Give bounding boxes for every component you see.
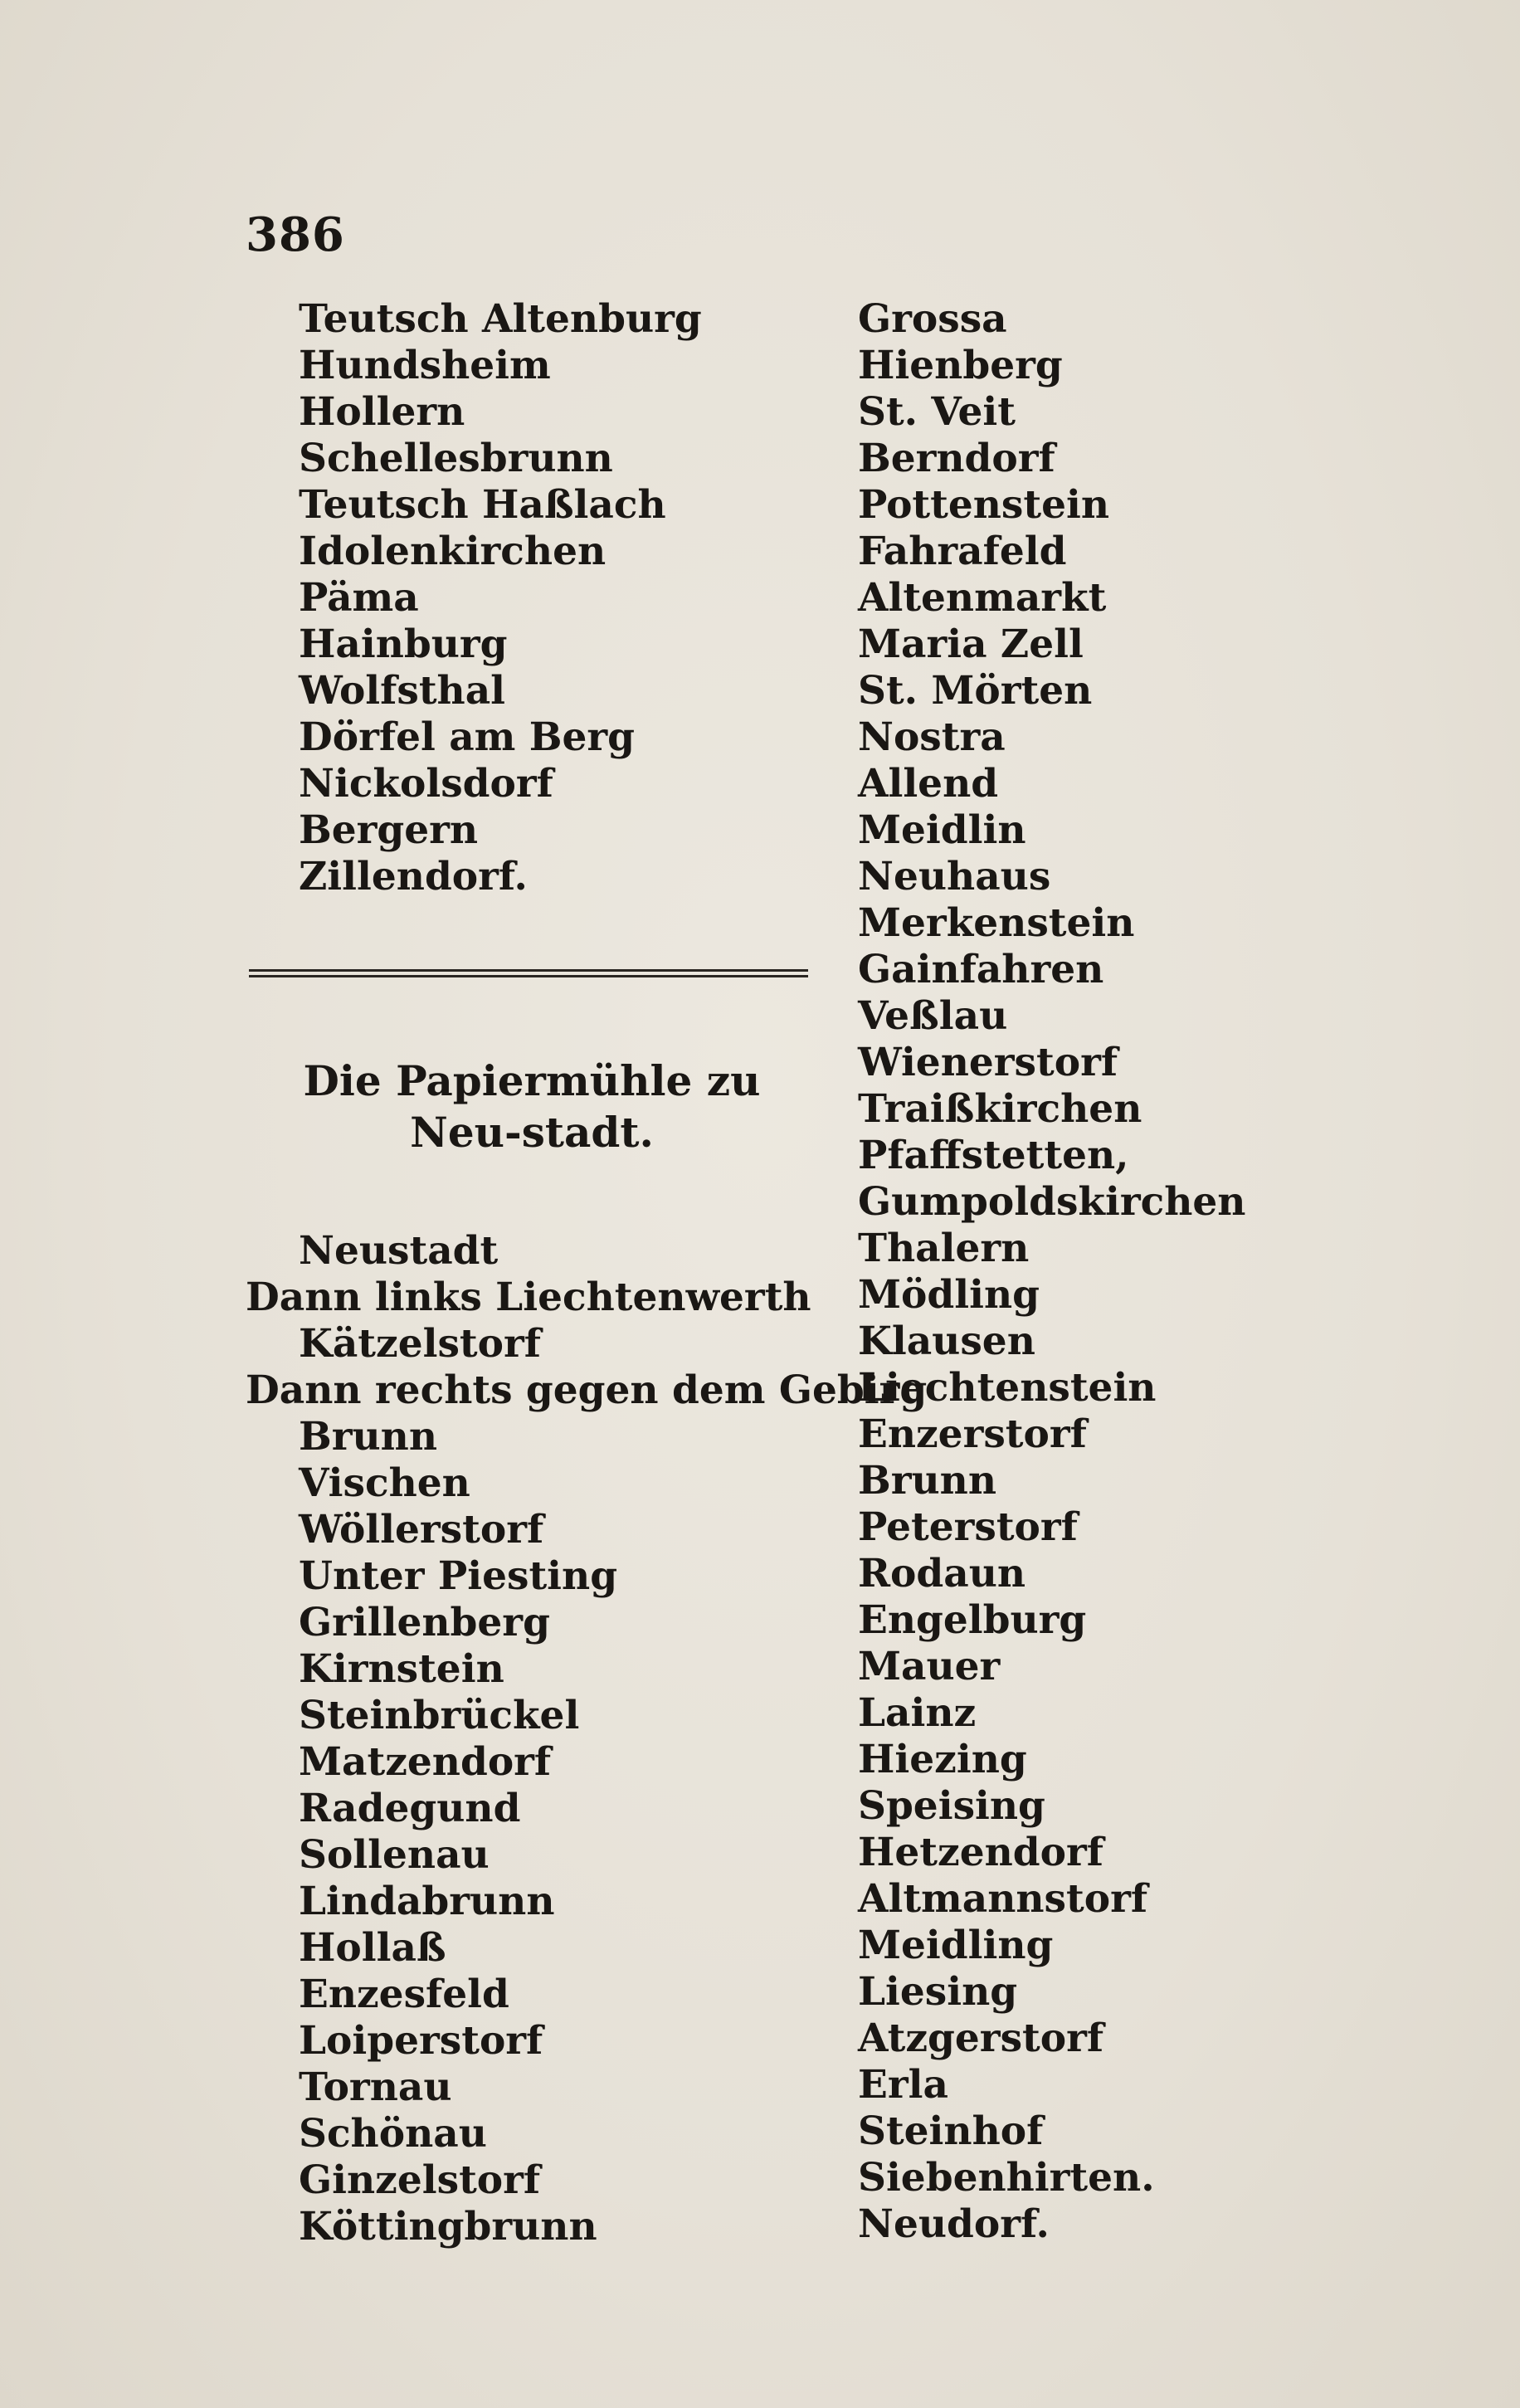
place-name: Teutsch Haßlach (299, 482, 666, 528)
place-name: Idolenkirchen (299, 529, 607, 574)
place-name: Dann rechts gegen dem Gebirg (246, 1367, 928, 1413)
place-name: Radegund (299, 1786, 521, 1831)
place-name: Meidling (858, 1923, 1054, 1968)
place-name: Allend (858, 761, 999, 807)
place-name: Hainburg (299, 621, 508, 667)
place-name: Steinhof (858, 2108, 1044, 2154)
place-name: Wöllerstorf (299, 1507, 544, 1553)
place-name: Bergern (299, 807, 479, 853)
place-name: Maria Zell (858, 621, 1084, 667)
place-name: Veßlau (858, 993, 1008, 1039)
place-name: Unter Piesting (299, 1553, 618, 1599)
place-name: Hiezing (858, 1737, 1027, 1782)
place-name: Kirnstein (299, 1646, 504, 1692)
place-name: Köttingbrunn (299, 2204, 597, 2250)
place-name: Zillendorf. (299, 854, 528, 899)
place-name: Neudorf. (858, 2201, 1050, 2247)
page-number: 386 (246, 207, 345, 262)
place-name: Fahrafeld (858, 529, 1067, 574)
place-name: Thalern (858, 1226, 1030, 1271)
place-name: Schönau (299, 2111, 487, 2157)
place-name: Kätzelstorf (299, 1321, 541, 1367)
place-name: Altenmarkt (858, 575, 1107, 621)
place-name: Engelburg (858, 1597, 1087, 1643)
place-name: Brunn (858, 1458, 997, 1504)
place-name: Merkenstein (858, 900, 1135, 946)
place-name: Loiperstorf (299, 2018, 543, 2064)
place-name: Gainfahren (858, 947, 1104, 992)
place-name: Liesing (858, 1969, 1018, 2015)
place-name: Altmannstorf (858, 1876, 1148, 1922)
place-name: Gumpoldskirchen (858, 1179, 1246, 1225)
place-name: St. Mörten (858, 668, 1093, 714)
place-name: Nostra (858, 714, 1006, 760)
place-name: Päma (299, 575, 419, 621)
place-name: Meidlin (858, 807, 1026, 853)
place-name: Berndorf (858, 436, 1055, 481)
place-name: Neuhaus (858, 854, 1051, 899)
place-name: Hundsheim (299, 343, 551, 388)
place-name: Lindabrunn (299, 1879, 555, 1924)
place-name: Vischen (299, 1460, 470, 1506)
double-rule-divider (249, 969, 808, 977)
place-name: Rodaun (858, 1551, 1026, 1596)
place-name: Siebenhirten. (858, 2155, 1155, 2201)
place-name: Wolfsthal (299, 668, 506, 714)
place-name: Tornau (299, 2064, 452, 2110)
place-name: Dörfel am Berg (299, 714, 636, 760)
place-name: Erla (858, 2062, 948, 2108)
place-name: Klausen (858, 1319, 1035, 1364)
place-name: Speising (858, 1783, 1045, 1829)
place-name: Hollaß (299, 1925, 446, 1971)
place-name: Matzendorf (299, 1739, 552, 1785)
right-column-list (858, 296, 1245, 2248)
place-name: Brunn (299, 1414, 438, 1460)
place-name: Hetzendorf (858, 1830, 1103, 1875)
place-name: Grillenberg (299, 1600, 550, 1645)
place-name: Hienberg (858, 343, 1063, 388)
place-name: Mauer (858, 1644, 1001, 1689)
place-name: Wienerstorf (858, 1040, 1118, 1085)
place-name: Grossa (858, 296, 1007, 342)
rule-line-lower (249, 975, 808, 977)
place-name: Lainz (858, 1690, 977, 1736)
left-column-bottom-list (246, 1228, 927, 2250)
rule-line-upper (249, 969, 808, 972)
place-name: Dann links Liechtenwerth (246, 1275, 811, 1320)
place-name: Mödling (858, 1272, 1040, 1318)
place-name: Pottenstein (858, 482, 1110, 528)
place-name: Neustadt (299, 1228, 499, 1274)
place-name: Peterstorf (858, 1504, 1078, 1550)
section-heading: Die Papiermühle zu Neu-stadt. (303, 1056, 761, 1157)
left-column-top-list (299, 296, 702, 900)
place-name: Atzgerstorf (858, 2016, 1104, 2061)
place-name: St. Veit (858, 389, 1016, 435)
place-name: Pfaffstetten, (858, 1133, 1129, 1178)
place-name: Sollenau (299, 1832, 490, 1878)
place-name: Steinbrückel (299, 1693, 580, 1738)
place-name: Enzesfeld (299, 1972, 509, 2017)
place-name: Enzerstorf (858, 1411, 1087, 1457)
place-name: Traißkirchen (858, 1086, 1142, 1132)
place-name: Ginzelstorf (299, 2157, 541, 2203)
place-name: Nickolsdorf (299, 761, 553, 807)
place-name: Teutsch Altenburg (299, 296, 702, 342)
place-name: Schellesbrunn (299, 436, 613, 481)
place-name: Hollern (299, 389, 465, 435)
place-name: Liechtenstein (858, 1365, 1157, 1411)
